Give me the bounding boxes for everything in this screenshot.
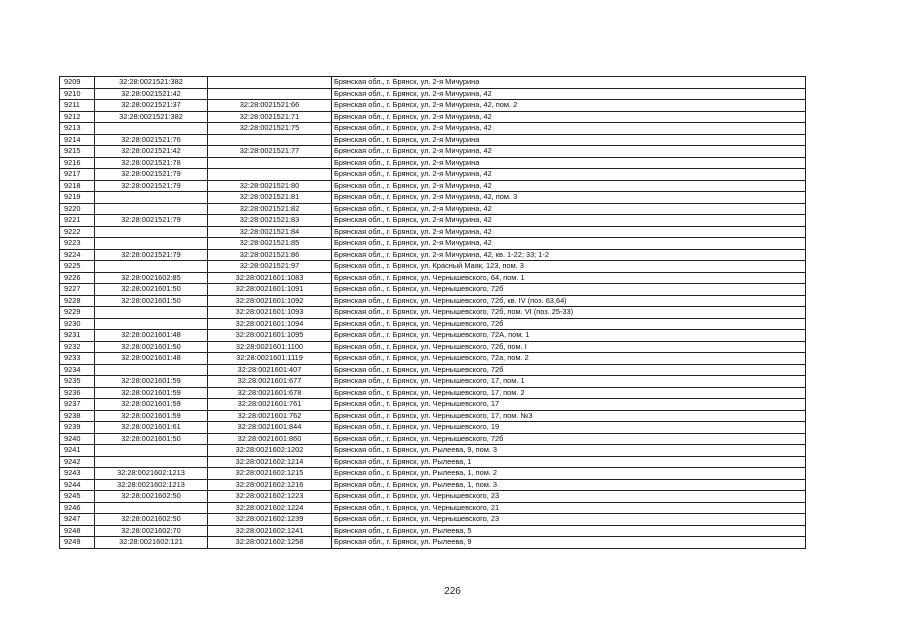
- parent-cadastral-number-cell: 32:28:0021521:79: [95, 169, 208, 181]
- parent-cadastral-number-cell: [95, 123, 208, 135]
- table-row: [60, 330, 806, 342]
- address-cell: Брянская обл., г. Брянск, ул. 2-я Мичурина, 42: [332, 88, 806, 100]
- table-row: [60, 399, 806, 411]
- parent-cadastral-number-cell: [95, 261, 208, 273]
- cadastral-number-cell: [208, 157, 332, 169]
- parent-cadastral-number-cell: [95, 307, 208, 319]
- cadastral-number-cell: 32:28:0021601:844: [208, 422, 332, 434]
- parent-cadastral-number-cell: [95, 364, 208, 376]
- cadastral-number-cell: [208, 88, 332, 100]
- table-row: [60, 226, 806, 238]
- table-row: [60, 192, 806, 204]
- parent-cadastral-number-cell: 32:28:0021601:61: [95, 422, 208, 434]
- row-number-cell: 9221: [60, 215, 95, 227]
- table-row: [60, 203, 806, 215]
- table-row: [60, 353, 806, 365]
- table-row: [60, 491, 806, 503]
- cadastral-number-cell: 32:28:0021521:86: [208, 249, 332, 261]
- parent-cadastral-number-cell: [95, 203, 208, 215]
- row-number-cell: 9217: [60, 169, 95, 181]
- row-number-cell: 9248: [60, 525, 95, 537]
- address-cell: Брянская обл., г. Брянск, ул. Чернышевского, 17, пом. №3: [332, 410, 806, 422]
- cadastral-number-cell: 32:28:0021602:1223: [208, 491, 332, 503]
- parent-cadastral-number-cell: 32:28:0021521:382: [95, 111, 208, 123]
- cadastral-number-cell: 32:28:0021521:80: [208, 180, 332, 192]
- address-cell: Брянская обл., г. Брянск, ул. Рылеева, 1, пом. 2: [332, 468, 806, 480]
- row-number-cell: 9210: [60, 88, 95, 100]
- row-number-cell: 9247: [60, 514, 95, 526]
- parent-cadastral-number-cell: [95, 226, 208, 238]
- cadastral-number-cell: 32:28:0021602:1258: [208, 537, 332, 549]
- parent-cadastral-number-cell: 32:28:0021601:59: [95, 376, 208, 388]
- table-row: [60, 479, 806, 491]
- table-row: [60, 341, 806, 353]
- table-row: [60, 249, 806, 261]
- parent-cadastral-number-cell: 32:28:0021521:37: [95, 100, 208, 112]
- table-row: [60, 88, 806, 100]
- parent-cadastral-number-cell: [95, 502, 208, 514]
- address-cell: Брянская обл., г. Брянск, ул. 2-я Мичурина: [332, 157, 806, 169]
- row-number-cell: 9230: [60, 318, 95, 330]
- row-number-cell: 9231: [60, 330, 95, 342]
- table-row: [60, 525, 806, 537]
- cadastral-number-cell: 32:28:0021601:1095: [208, 330, 332, 342]
- row-number-cell: 9243: [60, 468, 95, 480]
- page-number: 226: [444, 586, 461, 597]
- cadastral-number-cell: [208, 77, 332, 89]
- table-row: [60, 134, 806, 146]
- address-cell: Брянская обл., г. Брянск, ул. 2-я Мичурина, 42: [332, 169, 806, 181]
- row-number-cell: 9232: [60, 341, 95, 353]
- table-row: [60, 284, 806, 296]
- row-number-cell: 9209: [60, 77, 95, 89]
- row-number-cell: 9225: [60, 261, 95, 273]
- row-number-cell: 9245: [60, 491, 95, 503]
- address-cell: Брянская обл., г. Брянск, ул. Чернышевского, 72б: [332, 284, 806, 296]
- parent-cadastral-number-cell: 32:28:0021601:59: [95, 410, 208, 422]
- cadastral-number-cell: 32:28:0021521:97: [208, 261, 332, 273]
- parent-cadastral-number-cell: 32:28:0021521:79: [95, 180, 208, 192]
- table-row: [60, 456, 806, 468]
- row-number-cell: 9223: [60, 238, 95, 250]
- table-row: [60, 537, 806, 549]
- parent-cadastral-number-cell: 32:28:0021521:78: [95, 157, 208, 169]
- cadastral-number-cell: 32:28:0021521:81: [208, 192, 332, 204]
- table-row: [60, 238, 806, 250]
- address-cell: Брянская обл., г. Брянск, ул. Чернышевского, 72б, пом. VI (поз. 25-33): [332, 307, 806, 319]
- parent-cadastral-number-cell: 32:28:0021521:382: [95, 77, 208, 89]
- table-row: [60, 422, 806, 434]
- row-number-cell: 9213: [60, 123, 95, 135]
- table-body: [60, 77, 806, 549]
- address-cell: Брянская обл., г. Брянск, ул. 2-я Мичурина: [332, 134, 806, 146]
- parent-cadastral-number-cell: 32:28:0021601:50: [95, 295, 208, 307]
- cadastral-number-cell: 32:28:0021521:84: [208, 226, 332, 238]
- parent-cadastral-number-cell: 32:28:0021521:76: [95, 134, 208, 146]
- table-row: [60, 169, 806, 181]
- parent-cadastral-number-cell: 32:28:0021602:50: [95, 514, 208, 526]
- row-number-cell: 9229: [60, 307, 95, 319]
- row-number-cell: 9219: [60, 192, 95, 204]
- cadastral-number-cell: [208, 134, 332, 146]
- row-number-cell: 9242: [60, 456, 95, 468]
- address-cell: Брянская обл., г. Брянск, ул. Чернышевского, 17, пом. 1: [332, 376, 806, 388]
- table-row: [60, 514, 806, 526]
- cadastral-number-cell: 32:28:0021601:762: [208, 410, 332, 422]
- address-cell: Брянская обл., г. Брянск, ул. Чернышевского, 72а, пом. 2: [332, 353, 806, 365]
- row-number-cell: 9244: [60, 479, 95, 491]
- parent-cadastral-number-cell: 32:28:0021602:50: [95, 491, 208, 503]
- address-cell: Брянская обл., г. Брянск, ул. 2-я Мичурина, 42: [332, 180, 806, 192]
- parent-cadastral-number-cell: 32:28:0021601:59: [95, 387, 208, 399]
- cadastral-number-cell: [208, 169, 332, 181]
- registry-table: [59, 76, 806, 549]
- cadastral-number-cell: 32:28:0021521:66: [208, 100, 332, 112]
- parent-cadastral-number-cell: 32:28:0021521:79: [95, 249, 208, 261]
- cadastral-number-cell: 32:28:0021601:1094: [208, 318, 332, 330]
- table-row: [60, 100, 806, 112]
- address-cell: Брянская обл., г. Брянск, ул. 2-я Мичурина, 42: [332, 111, 806, 123]
- table-row: [60, 261, 806, 273]
- cadastral-number-cell: 32:28:0021601:860: [208, 433, 332, 445]
- row-number-cell: 9233: [60, 353, 95, 365]
- address-cell: Брянская обл., г. Брянск, ул. Рылеева, 5: [332, 525, 806, 537]
- address-cell: Брянская обл., г. Брянск, ул. 2-я Мичурина, 42: [332, 123, 806, 135]
- row-number-cell: 9246: [60, 502, 95, 514]
- parent-cadastral-number-cell: 32:28:0021601:59: [95, 399, 208, 411]
- row-number-cell: 9239: [60, 422, 95, 434]
- row-number-cell: 9215: [60, 146, 95, 158]
- table-row: [60, 77, 806, 89]
- address-cell: Брянская обл., г. Брянск, ул. Чернышевского, 19: [332, 422, 806, 434]
- row-number-cell: 9216: [60, 157, 95, 169]
- cadastral-number-cell: 32:28:0021602:1239: [208, 514, 332, 526]
- parent-cadastral-number-cell: 32:28:0021601:50: [95, 433, 208, 445]
- parent-cadastral-number-cell: 32:28:0021602:70: [95, 525, 208, 537]
- address-cell: Брянская обл., г. Брянск, ул. 2-я Мичурина, 42, пом. 3: [332, 192, 806, 204]
- table-row: [60, 146, 806, 158]
- address-cell: Брянская обл., г. Брянск, ул. Рылеева, 1: [332, 456, 806, 468]
- address-cell: Брянская обл., г. Брянск, ул. Чернышевского, 72б, кв. IV (поз. 63,64): [332, 295, 806, 307]
- row-number-cell: 9241: [60, 445, 95, 457]
- parent-cadastral-number-cell: 32:28:0021601:50: [95, 284, 208, 296]
- cadastral-number-cell: 32:28:0021601:761: [208, 399, 332, 411]
- cadastral-number-cell: 32:28:0021601:407: [208, 364, 332, 376]
- address-cell: Брянская обл., г. Брянск, ул. Рылеева, 9, пом. 3: [332, 445, 806, 457]
- cadastral-number-cell: 32:28:0021521:83: [208, 215, 332, 227]
- parent-cadastral-number-cell: [95, 456, 208, 468]
- address-cell: Брянская обл., г. Брянск, ул. 2-я Мичурина, 42: [332, 215, 806, 227]
- row-number-cell: 9212: [60, 111, 95, 123]
- address-cell: Брянская обл., г. Брянск, ул. Чернышевского, 23: [332, 491, 806, 503]
- parent-cadastral-number-cell: 32:28:0021602:1213: [95, 479, 208, 491]
- address-cell: Брянская обл., г. Брянск, ул. Чернышевского, 17, пом. 2: [332, 387, 806, 399]
- table-row: [60, 318, 806, 330]
- address-cell: Брянская обл., г. Брянск, ул. 2-я Мичурина: [332, 77, 806, 89]
- cadastral-number-cell: 32:28:0021601:677: [208, 376, 332, 388]
- cadastral-number-cell: 32:28:0021601:678: [208, 387, 332, 399]
- table-row: [60, 215, 806, 227]
- cadastral-number-cell: 32:28:0021602:1241: [208, 525, 332, 537]
- table-row: [60, 376, 806, 388]
- table-row: [60, 307, 806, 319]
- cadastral-number-cell: 32:28:0021602:1215: [208, 468, 332, 480]
- parent-cadastral-number-cell: [95, 318, 208, 330]
- parent-cadastral-number-cell: 32:28:0021602:1213: [95, 468, 208, 480]
- row-number-cell: 9235: [60, 376, 95, 388]
- cadastral-number-cell: 32:28:0021601:1092: [208, 295, 332, 307]
- row-number-cell: 9226: [60, 272, 95, 284]
- address-cell: Брянская обл., г. Брянск, ул. Чернышевского, 72б: [332, 433, 806, 445]
- address-cell: Брянская обл., г. Брянск, ул. Чернышевского, 72А, пом. 1: [332, 330, 806, 342]
- parent-cadastral-number-cell: 32:28:0021601:50: [95, 341, 208, 353]
- row-number-cell: 9220: [60, 203, 95, 215]
- address-cell: Брянская обл., г. Брянск, ул. Чернышевского, 21: [332, 502, 806, 514]
- table-row: [60, 157, 806, 169]
- table-row: [60, 364, 806, 376]
- row-number-cell: 9234: [60, 364, 95, 376]
- address-cell: Брянская обл., г. Брянск, ул. 2-я Мичурина, 42: [332, 203, 806, 215]
- address-cell: Брянская обл., г. Брянск, ул. Чернышевского, 72б, пом. I: [332, 341, 806, 353]
- address-cell: Брянская обл., г. Брянск, ул. Рылеева, 9: [332, 537, 806, 549]
- cadastral-number-cell: 32:28:0021602:1202: [208, 445, 332, 457]
- cadastral-number-cell: 32:28:0021602:1224: [208, 502, 332, 514]
- table-row: [60, 468, 806, 480]
- address-cell: Брянская обл., г. Брянск, ул. Чернышевского, 17: [332, 399, 806, 411]
- row-number-cell: 9214: [60, 134, 95, 146]
- row-number-cell: 9249: [60, 537, 95, 549]
- cadastral-number-cell: 32:28:0021601:1100: [208, 341, 332, 353]
- address-cell: Брянская обл., г. Брянск, ул. 2-я Мичурина, 42: [332, 238, 806, 250]
- row-number-cell: 9211: [60, 100, 95, 112]
- parent-cadastral-number-cell: 32:28:0021521:42: [95, 88, 208, 100]
- table-row: [60, 502, 806, 514]
- address-cell: Брянская обл., г. Брянск, ул. Чернышевского, 64, пом. 1: [332, 272, 806, 284]
- row-number-cell: 9218: [60, 180, 95, 192]
- address-cell: Брянская обл., г. Брянск, ул. Чернышевского, 72б: [332, 318, 806, 330]
- address-cell: Брянская обл., г. Брянск, ул. Чернышевского, 72б: [332, 364, 806, 376]
- address-cell: Брянская обл., г. Брянск, ул. Чернышевского, 23: [332, 514, 806, 526]
- row-number-cell: 9222: [60, 226, 95, 238]
- parent-cadastral-number-cell: 32:28:0021601:48: [95, 353, 208, 365]
- cadastral-number-cell: 32:28:0021602:1214: [208, 456, 332, 468]
- cadastral-number-cell: 32:28:0021601:1119: [208, 353, 332, 365]
- cadastral-number-cell: 32:28:0021521:71: [208, 111, 332, 123]
- cadastral-number-cell: 32:28:0021521:82: [208, 203, 332, 215]
- table-row: [60, 295, 806, 307]
- cadastral-number-cell: 32:28:0021601:1083: [208, 272, 332, 284]
- table-row: [60, 180, 806, 192]
- address-cell: Брянская обл., г. Брянск, ул. 2-я Мичурина, 42: [332, 146, 806, 158]
- row-number-cell: 9238: [60, 410, 95, 422]
- address-cell: Брянская обл., г. Брянск, ул. Красный Маяк, 123, пом. 3: [332, 261, 806, 273]
- parent-cadastral-number-cell: 32:28:0021521:79: [95, 215, 208, 227]
- row-number-cell: 9240: [60, 433, 95, 445]
- cadastral-number-cell: 32:28:0021521:85: [208, 238, 332, 250]
- address-cell: Брянская обл., г. Брянск, ул. 2-я Мичурина, 42, пом. 2: [332, 100, 806, 112]
- address-cell: Брянская обл., г. Брянск, ул. 2-я Мичурина, 42, кв. 1-22; 33; 1-2: [332, 249, 806, 261]
- parent-cadastral-number-cell: [95, 445, 208, 457]
- table-row: [60, 445, 806, 457]
- cadastral-number-cell: 32:28:0021521:77: [208, 146, 332, 158]
- row-number-cell: 9237: [60, 399, 95, 411]
- table-row: [60, 272, 806, 284]
- address-cell: Брянская обл., г. Брянск, ул. Рылеева, 1, пом. 3: [332, 479, 806, 491]
- parent-cadastral-number-cell: 32:28:0021521:42: [95, 146, 208, 158]
- parent-cadastral-number-cell: [95, 192, 208, 204]
- parent-cadastral-number-cell: [95, 238, 208, 250]
- parent-cadastral-number-cell: 32:28:0021602:85: [95, 272, 208, 284]
- cadastral-number-cell: 32:28:0021601:1091: [208, 284, 332, 296]
- table-row: [60, 123, 806, 135]
- parent-cadastral-number-cell: 32:28:0021601:48: [95, 330, 208, 342]
- parent-cadastral-number-cell: 32:28:0021602:121: [95, 537, 208, 549]
- table-row: [60, 433, 806, 445]
- row-number-cell: 9228: [60, 295, 95, 307]
- table-row: [60, 387, 806, 399]
- row-number-cell: 9236: [60, 387, 95, 399]
- address-cell: Брянская обл., г. Брянск, ул. 2-я Мичурина, 42: [332, 226, 806, 238]
- table-row: [60, 111, 806, 123]
- cadastral-number-cell: 32:28:0021602:1216: [208, 479, 332, 491]
- cadastral-number-cell: 32:28:0021601:1093: [208, 307, 332, 319]
- table-row: [60, 410, 806, 422]
- cadastral-number-cell: 32:28:0021521:75: [208, 123, 332, 135]
- row-number-cell: 9227: [60, 284, 95, 296]
- row-number-cell: 9224: [60, 249, 95, 261]
